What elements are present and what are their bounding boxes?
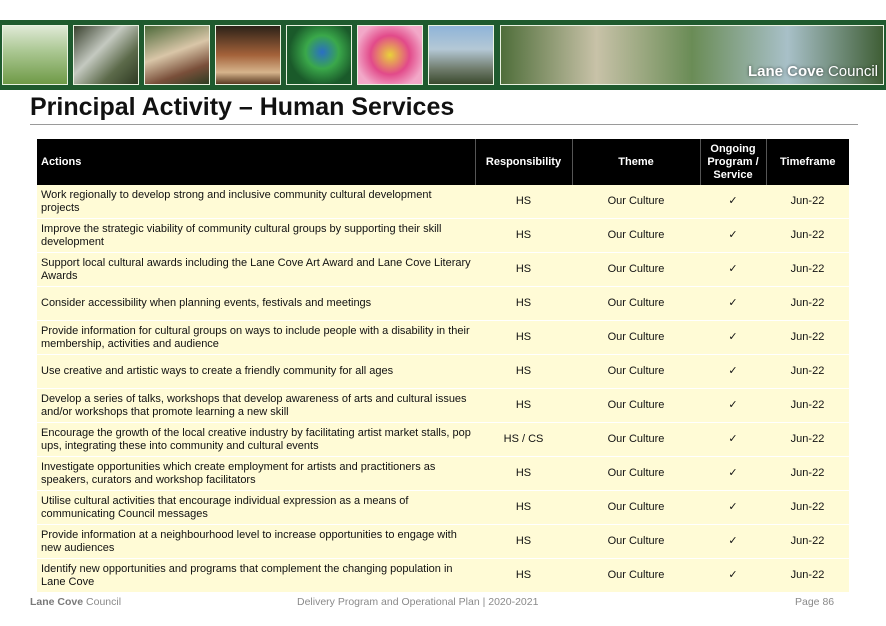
ongoing-check-cell: ✓ [700,389,766,423]
table-row [37,321,849,355]
theme-cell: Our Culture [572,321,700,355]
theme-cell: Our Culture [572,423,700,457]
timeframe-cell: Jun-22 [766,525,849,559]
page-number: Page 86 [795,596,835,608]
theme-cell: Our Culture [572,457,700,491]
table-header-row [37,139,849,185]
responsibility-cell: HS [475,457,572,491]
timeframe-cell: Jun-22 [766,287,849,321]
ongoing-check-cell: ✓ [700,423,766,457]
responsibility-cell: HS [475,559,572,593]
timeframe-cell: Jun-22 [766,185,849,219]
footer-org-bold: Lane Cove [30,596,84,608]
ongoing-check-cell: ✓ [700,491,766,525]
theme-cell: Our Culture [572,185,700,219]
header-banner [0,20,886,90]
page-title: Principal Activity – Human Services [30,93,455,121]
action-cell: Investigate opportunities which create employment for artists and practitioners as speakers, curators and workshop facilitators [37,457,475,491]
action-cell: Consider accessibility when planning events, festivals and meetings [37,287,475,321]
timeframe-cell: Jun-22 [766,321,849,355]
table-row [37,219,849,253]
action-cell: Encourage the growth of the local creative industry by facilitating artist market stalls, pop ups, integrating these into community and cultural events [37,423,475,457]
photo-building [428,25,494,85]
timeframe-cell: Jun-22 [766,491,849,525]
ongoing-check-cell: ✓ [700,559,766,593]
table-row [37,525,849,559]
photo-creek [73,25,139,85]
responsibility-cell: HS [475,253,572,287]
responsibility-cell: HS [475,491,572,525]
footer-org-light: Council [86,596,122,608]
action-cell: Provide information at a neighbourhood level to increase opportunities to engage with new audiences [37,525,475,559]
table-row [37,185,849,219]
theme-cell: Our Culture [572,355,700,389]
ongoing-check-cell: ✓ [700,355,766,389]
action-cell: Work regionally to develop strong and inclusive community cultural development projects [37,185,475,219]
ongoing-check-cell: ✓ [700,525,766,559]
table-row [37,287,849,321]
col-header-ongoing: Ongoing Program / Service [700,139,766,185]
footer-document: Delivery Program and Operational Plan | 2020-2021 [297,596,539,608]
action-cell: Provide information for cultural groups on ways to include people with a disability in their membership, activities and audience [37,321,475,355]
action-cell: Utilise cultural activities that encourage individual expression as a means of communicating Council messages [37,491,475,525]
action-cell: Develop a series of talks, workshops that develop awareness of arts and cultural issues and/or workshops that promote learning a new skill [37,389,475,423]
responsibility-cell: HS / CS [475,423,572,457]
col-header-responsibility: Responsibility [475,139,572,185]
timeframe-cell: Jun-22 [766,457,849,491]
timeframe-cell: Jun-22 [766,423,849,457]
actions-table [37,139,849,593]
responsibility-cell: HS [475,321,572,355]
table-row [37,253,849,287]
ongoing-check-cell: ✓ [700,321,766,355]
table-row [37,389,849,423]
responsibility-cell: HS [475,185,572,219]
action-cell: Improve the strategic viability of community cultural groups by supporting their skill development [37,219,475,253]
brand-bold: Lane Cove [747,63,824,80]
responsibility-cell: HS [475,389,572,423]
photo-market [215,25,281,85]
photo-park [2,25,68,85]
timeframe-cell: Jun-22 [766,389,849,423]
responsibility-cell: HS [475,287,572,321]
theme-cell: Our Culture [572,559,700,593]
photo-performer [357,25,423,85]
table-row [37,457,849,491]
action-cell: Identify new opportunities and programs that complement the changing population in Lane Cove [37,559,475,593]
action-cell: Support local cultural awards including the Lane Cove Art Award and Lane Cove Literary Awards [37,253,475,287]
ongoing-check-cell: ✓ [700,287,766,321]
theme-cell: Our Culture [572,389,700,423]
theme-cell: Our Culture [572,253,700,287]
col-header-actions: Actions [37,139,475,185]
council-logo [748,63,878,80]
action-cell: Use creative and artistic ways to create a friendly community for all ages [37,355,475,389]
brand-light: Council [827,63,878,80]
table-row [37,491,849,525]
photo-dancers [144,25,210,85]
timeframe-cell: Jun-22 [766,219,849,253]
ongoing-check-cell: ✓ [700,185,766,219]
title-divider [30,124,858,125]
col-header-theme: Theme [572,139,700,185]
table-row [37,423,849,457]
ongoing-check-cell: ✓ [700,253,766,287]
photo-lorikeet [286,25,352,85]
theme-cell: Our Culture [572,219,700,253]
ongoing-check-cell: ✓ [700,457,766,491]
responsibility-cell: HS [475,219,572,253]
timeframe-cell: Jun-22 [766,253,849,287]
responsibility-cell: HS [475,355,572,389]
photo-strip [2,25,494,85]
theme-cell: Our Culture [572,491,700,525]
theme-cell: Our Culture [572,525,700,559]
ongoing-check-cell: ✓ [700,219,766,253]
responsibility-cell: HS [475,525,572,559]
footer-org [30,596,121,608]
timeframe-cell: Jun-22 [766,559,849,593]
timeframe-cell: Jun-22 [766,355,849,389]
table-row [37,559,849,593]
theme-cell: Our Culture [572,287,700,321]
table-row [37,355,849,389]
col-header-timeframe: Timeframe [766,139,849,185]
